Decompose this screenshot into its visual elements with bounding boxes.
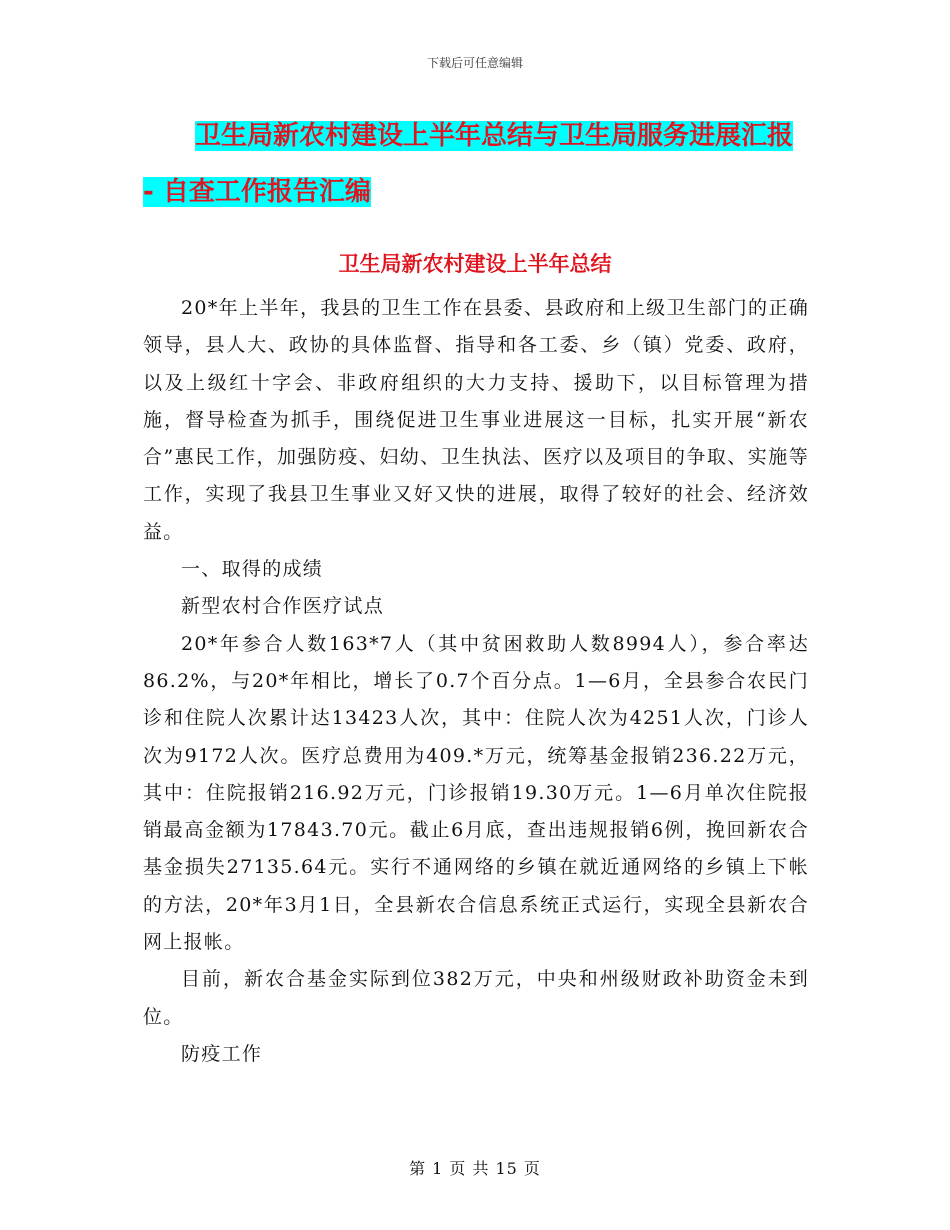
footer-page-number: 1 [432,1159,444,1178]
title-line-2 [143,164,823,220]
footer-suffix: 页 [523,1159,541,1178]
title-line-1 [143,108,823,164]
footer-total-pages: 15 [495,1159,518,1178]
paragraph-statistics: 20*年参合人数163*7人（其中贫困救助人数8994人），参合率达86.2%，与20*年相比，增长了0.7个百分点。1—6月，全县参合农民门诊和住院人次累计达13423人次，其中：住院人次为4251人次，门诊人次为9172人次。医疗总费用为409.*万元，统筹基金报销236.22万元，其中：住院报销216.92万元，门诊报销19.30万元。1—6月单次住院报销最高金额为17843.70元。截止6月底，查出违规报销6例，挽回新农合基金损失27135.64元。实行不通网络的乡镇在就近通网络的乡镇上下帐的方法，20*年3月1日，全县新农合信息系统正式运行，实现全县新农合网上报帐。 [143,632,809,954]
header-note: 下载后可任意编辑 [426,56,523,70]
document-body [143,290,809,1073]
title-line-1-text: 卫生局新农村建设上半年总结与卫生局服务进展汇报 [195,121,794,151]
heading-achievements: 一、取得的成绩 [181,558,324,581]
footer-prefix: 第 [409,1159,427,1178]
footer-middle: 页 共 [449,1159,490,1178]
paragraph-intro: 20*年上半年，我县的卫生工作在县委、县政府和上级卫生部门的正确领导，县人大、政协的具体监督、指导和各工委、乡（镇）党委、政府，以及上级红十字会、非政府组织的大力支持、援助下，以目标管理为措施，督导检查为抓手，围绕促进卫生事业进展这一目标，扎实开展“新农合”惠民工作，加强防疫、妇幼、卫生执法、医疗以及项目的争取、实施等工作，实现了我县卫生事业又好又快的进展，取得了较好的社会、经济效益。 [143,297,809,543]
heading-rural-cooperative-medical: 新型农村合作医疗试点 [181,595,385,618]
section-title: 卫生局新农村建设上半年总结 [338,252,612,276]
paragraph-funds: 目前，新农合基金实际到位382万元，中央和州级财政补助资金未到位。 [143,968,809,1028]
heading-epidemic-prevention: 防疫工作 [181,1042,263,1065]
page-footer [0,1156,950,1179]
title-line-2-text: - 自查工作报告汇编 [143,177,371,207]
document-title [143,108,823,220]
